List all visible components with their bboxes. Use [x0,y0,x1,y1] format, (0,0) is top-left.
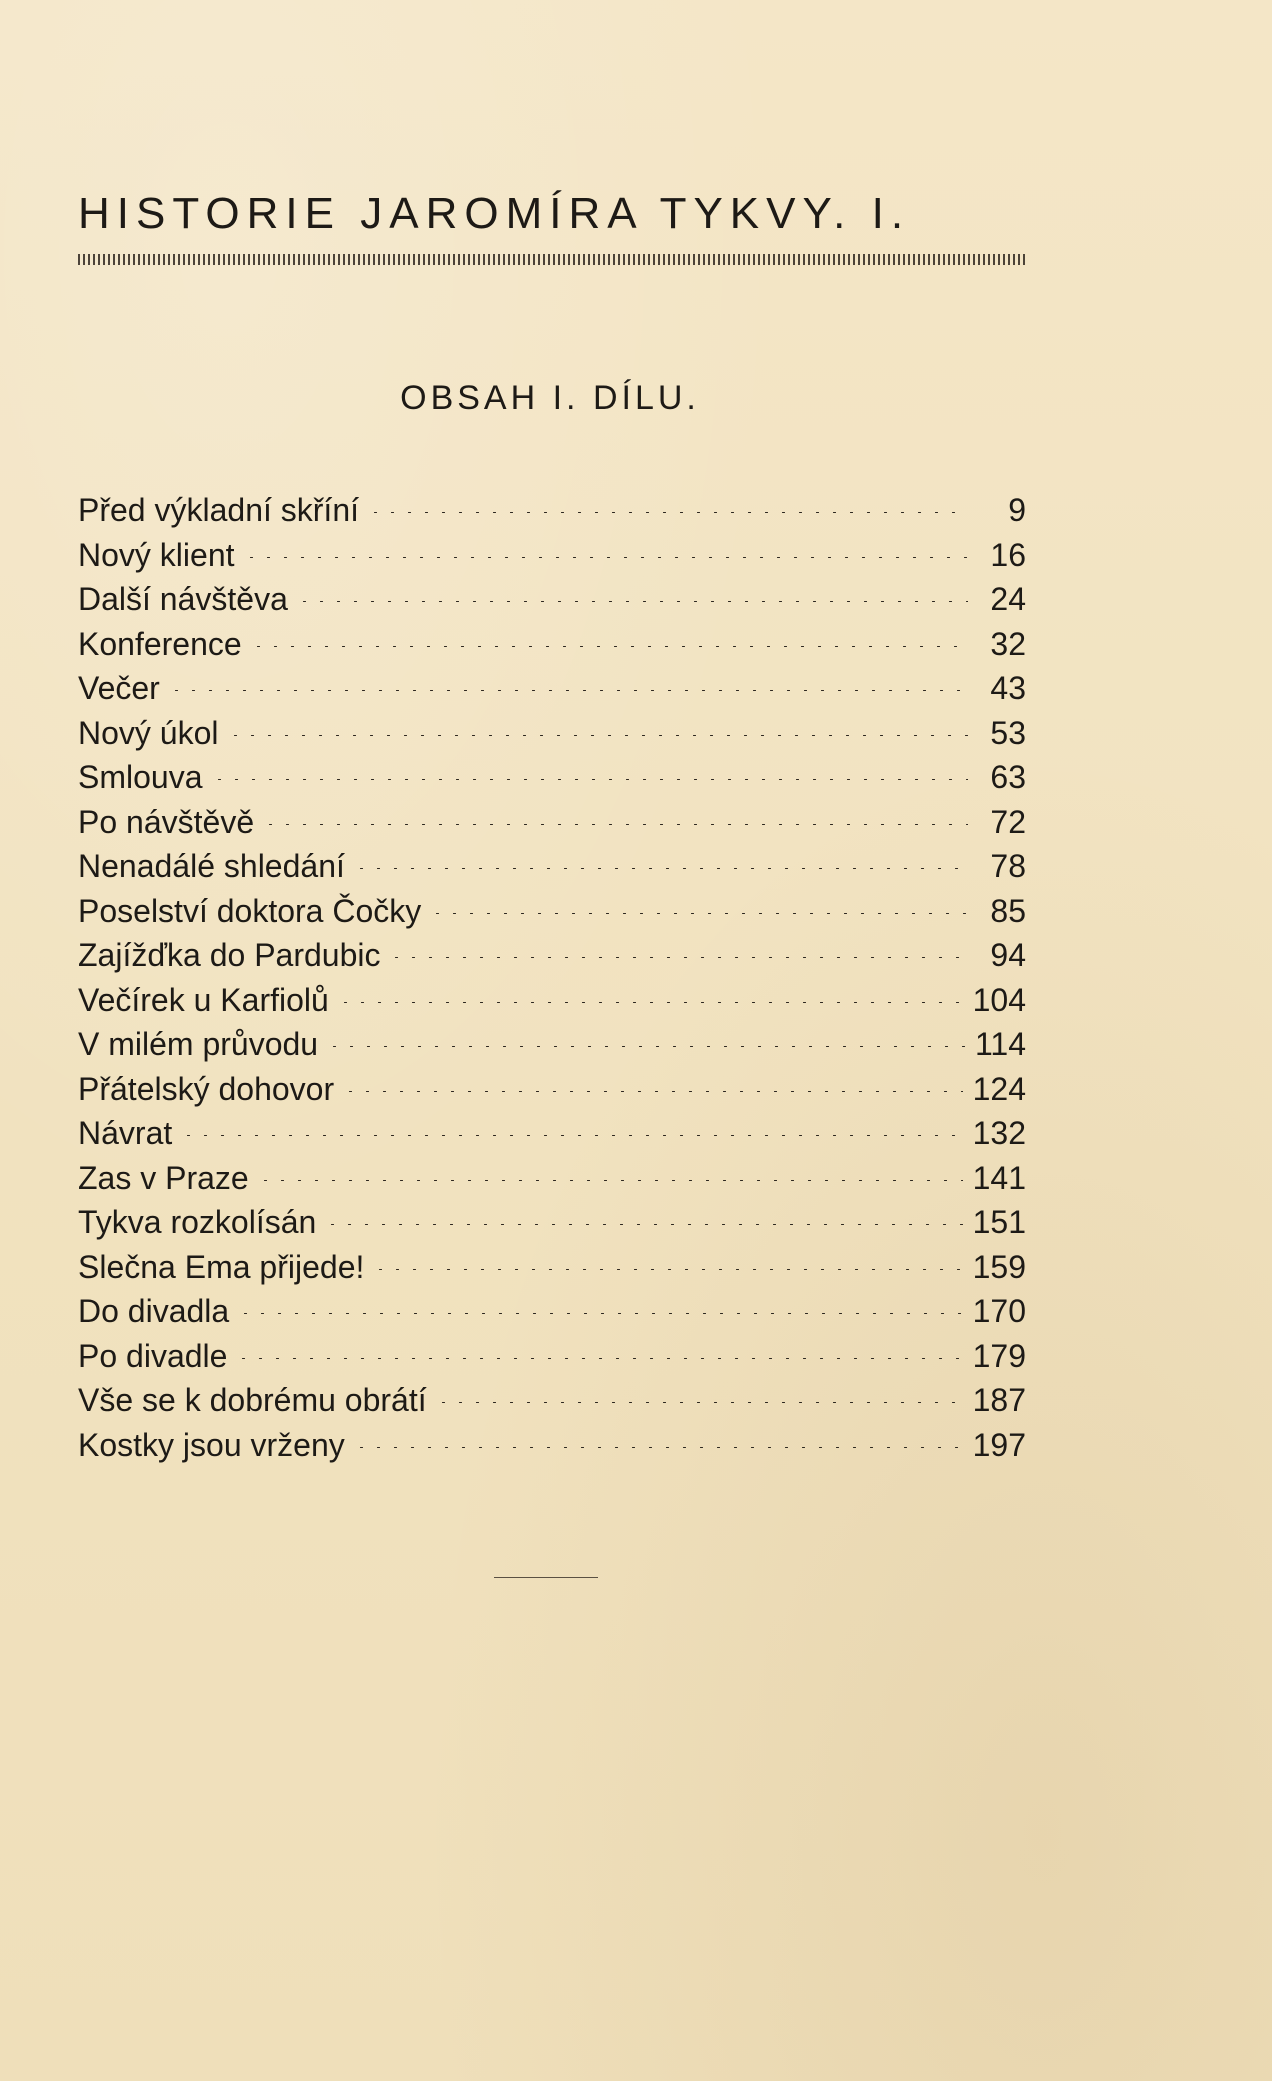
toc-entry-page: 124 [972,1070,1026,1107]
toc-entry [78,889,1026,934]
toc-entry-title: Slečna Ema přijede! [78,1248,365,1285]
page-header [78,189,1028,265]
dot-leader [337,1002,963,1003]
toc-entry-title: Večírek u Karfiolů [78,981,329,1018]
toc-entry [78,533,1026,578]
toc-entry-page: 94 [990,937,1026,973]
toc-entry-page: 43 [990,670,1026,706]
toc-entry-title: Zas v Praze [78,1159,249,1196]
toc-entry [78,800,1026,845]
toc-entry-title: Před výkladní skříní [78,492,359,528]
toc-entry-title: Nenadálé shledání [78,848,345,884]
toc-entry-page: 132 [972,1115,1026,1151]
toc-entry [78,1423,1026,1468]
running-title: HISTORIE JAROMÍRA TYKVY. I. [78,189,911,238]
toc-entry-title: Konference [78,625,242,662]
toc-entry [78,711,1026,756]
toc-entry [78,933,1026,978]
dot-leader [429,913,968,914]
toc-entry [78,577,1026,622]
toc-entry-page: 197 [972,1426,1026,1463]
contents-title: OBSAH I. DÍLU. [400,379,700,417]
dot-leader [353,868,968,869]
toc-entry [78,1067,1026,1112]
toc-entry [78,844,1026,889]
dot-leader [388,957,968,958]
dot-leader [227,735,969,736]
dot-leader [235,1358,962,1359]
toc-entry-title: Do divadla [78,1293,230,1329]
toc-entry [78,1022,1026,1067]
dot-leader [168,690,968,691]
dot-leader [257,1180,963,1181]
toc-entry-page: 53 [990,714,1026,751]
toc-entry-title: Po divadle [78,1337,228,1374]
toc-entry [78,1111,1026,1156]
toc-entry-title: Poselství doktora Čočky [78,892,422,929]
toc-entry-title: Návrat [78,1115,173,1151]
toc-entry [78,622,1026,667]
toc-entry [78,978,1026,1023]
toc-entry-page: 78 [990,848,1026,884]
dot-leader [372,1269,962,1270]
toc-entry [78,1289,1026,1334]
toc-entry-page: 16 [990,536,1026,573]
toc-entry-page: 85 [990,892,1026,929]
dot-leader [243,557,969,558]
dot-leader [342,1091,962,1092]
toc-entry-title: Nový klient [78,536,235,573]
toc-entry-title: Nový úkol [78,714,219,751]
toc-entry-title: Po návštěvě [78,803,255,840]
dot-leader [211,779,969,780]
dot-leader [250,646,968,647]
dot-leader [324,1224,962,1225]
ending-rule [494,1577,598,1578]
toc-entry-page: 63 [990,759,1026,795]
toc-entry-page: 9 [1008,492,1026,528]
toc-entry-page: 187 [972,1382,1026,1418]
decorative-rule [78,254,1026,265]
toc-entry-title: Kostky jsou vrženy [78,1426,345,1463]
dot-leader [296,601,968,602]
toc-entry [78,1378,1026,1423]
toc-entry-page: 141 [972,1159,1026,1196]
dot-leader [367,512,968,513]
toc-entry-page: 114 [974,1026,1026,1062]
dot-leader [435,1402,963,1403]
toc-entry-page: 151 [972,1204,1026,1240]
dot-leader [180,1135,962,1136]
toc-entry [78,488,1026,533]
toc-entry-page: 179 [972,1337,1026,1374]
toc-entry-page: 170 [972,1293,1026,1329]
toc-entry [78,1334,1026,1379]
toc-entry-title: Vše se k dobrému obrátí [78,1382,427,1418]
toc-entry [78,1245,1026,1290]
toc-entry-page: 72 [990,803,1026,840]
toc-entry [78,1200,1026,1245]
dot-leader [237,1313,962,1314]
toc-entry-page: 104 [972,981,1026,1018]
toc-entry [78,755,1026,800]
dot-leader [326,1046,965,1047]
dot-leader [353,1447,963,1448]
toc-entry-title: Večer [78,670,160,706]
toc-entry-page: 159 [972,1248,1026,1285]
toc-entry-page: 32 [990,625,1026,662]
toc-entry-title: Tykva rozkolísán [78,1204,317,1240]
dot-leader [262,824,968,825]
toc-entry-title: Přátelský dohovor [78,1070,335,1107]
toc-entry-title: V milém průvodu [78,1026,319,1062]
table-of-contents [78,488,1026,1467]
toc-entry [78,1156,1026,1201]
toc-entry-title: Zajížďka do Pardubic [78,937,381,973]
toc-entry-title: Další návštěva [78,581,288,617]
toc-entry [78,666,1026,711]
toc-entry-page: 24 [990,581,1026,617]
toc-entry-title: Smlouva [78,759,203,795]
